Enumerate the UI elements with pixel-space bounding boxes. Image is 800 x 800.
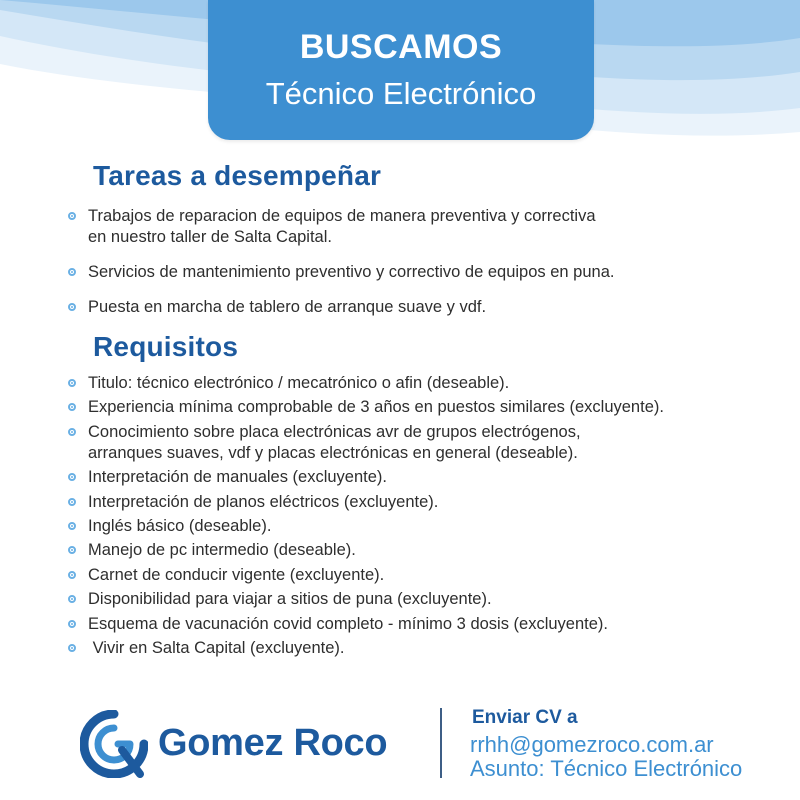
requirements-heading: Requisitos [93, 331, 239, 362]
list-item [66, 589, 766, 610]
list-item-text: Servicios de mantenimiento preventivo y correctivo de equipos en puna. [88, 263, 615, 281]
list-item-text: Carnet de conducir vigente (excluyente). [88, 565, 385, 584]
gomez-roco-logo-icon [80, 710, 148, 778]
list-item-text: Interpretación de planos eléctricos (excluyente). [88, 492, 439, 511]
list-item [66, 614, 766, 635]
header-banner [208, 0, 594, 140]
circle-bullet-icon [68, 212, 76, 220]
list-item-text: Experiencia mínima comprobable de 3 años en puestos similares (excluyente). [88, 398, 664, 417]
header-title: BUSCAMOS [299, 28, 503, 66]
list-item-text: Puesta en marcha de tablero de arranque suave y vdf. [88, 298, 487, 316]
circle-bullet-icon [68, 379, 76, 387]
list-item [66, 565, 766, 586]
requirements-list [66, 373, 766, 662]
list-item-text: Interpretación de manuales (excluyente). [88, 468, 387, 487]
list-item [66, 540, 766, 561]
tasks-list [66, 206, 766, 332]
circle-bullet-icon [68, 498, 76, 506]
list-item [66, 422, 766, 464]
list-item [66, 638, 766, 659]
list-item-text: Titulo: técnico electrónico / mecatrónico o afin (deseable). [88, 374, 510, 392]
list-item-text: Inglés básico (deseable). [88, 516, 272, 535]
list-item [66, 373, 766, 394]
list-item-text: en nuestro taller de Salta Capital. [88, 228, 332, 246]
cv-email-link[interactable]: rrhh@gomezroco.com.ar [470, 732, 714, 757]
list-item [66, 397, 766, 418]
list-item-text: Vivir en Salta Capital (excluyente). [88, 638, 345, 657]
circle-bullet-icon [68, 620, 76, 628]
list-item [66, 516, 766, 537]
circle-bullet-icon [68, 644, 76, 652]
list-item-text: Esquema de vacunación covid completo - mínimo 3 dosis (excluyente). [88, 614, 608, 633]
list-item [66, 492, 766, 513]
circle-bullet-icon [68, 546, 76, 554]
circle-bullet-icon [68, 595, 76, 603]
circle-bullet-icon [68, 522, 76, 530]
list-item-text: Manejo de pc intermedio (deseable). [88, 541, 356, 560]
list-item [66, 467, 766, 488]
list-item [66, 297, 766, 318]
list-item-text: arranques suaves, vdf y placas electrónicas en general (deseable). [88, 443, 578, 462]
circle-bullet-icon [68, 303, 76, 311]
list-item-text: Trabajos de reparacion de equipos de manera preventiva y correctiva [88, 207, 596, 225]
list-item [66, 206, 766, 248]
circle-bullet-icon [68, 428, 76, 436]
footer-divider [440, 708, 442, 778]
tasks-heading: Tareas a desempeñar [93, 160, 382, 191]
brand-name: Gomez Roco [158, 722, 388, 764]
list-item-text: Conocimiento sobre placa electrónicas avr de grupos electrógenos, [88, 422, 581, 441]
circle-bullet-icon [68, 473, 76, 481]
list-item-text: Disponibilidad para viajar a sitios de puna (excluyente). [88, 590, 492, 609]
cv-subject: Asunto: Técnico Electrónico [470, 756, 743, 781]
circle-bullet-icon [68, 571, 76, 579]
cv-heading: Enviar CV a [472, 707, 578, 728]
circle-bullet-icon [68, 403, 76, 411]
header-subtitle: Técnico Electrónico [265, 76, 537, 111]
circle-bullet-icon [68, 268, 76, 276]
list-item [66, 262, 766, 283]
